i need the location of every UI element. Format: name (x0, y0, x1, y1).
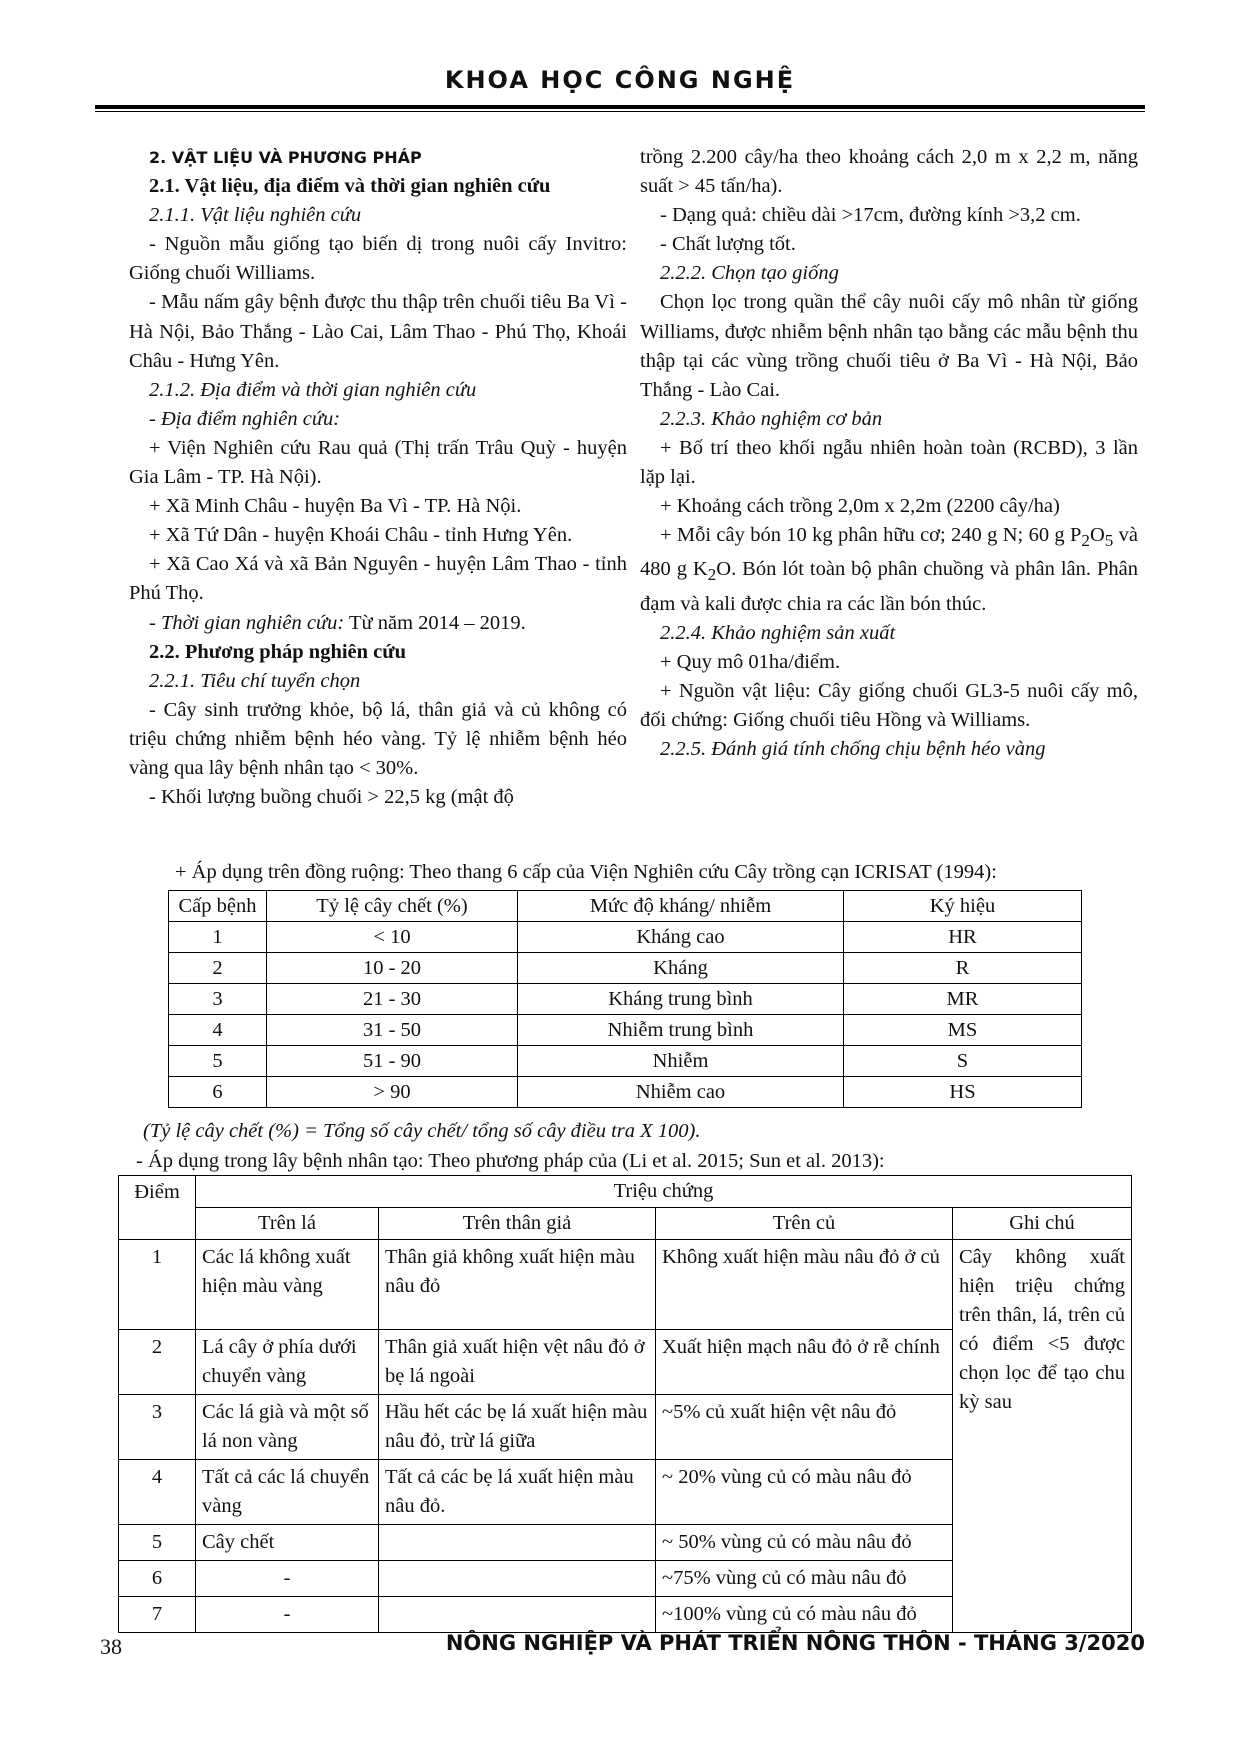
fertilizer-paragraph: + Mỗi cây bón 10 kg phân hữu cơ; 240 g N; 60 g $P_2O_5$ và 480 g $K_2O$. Bón lót toàn bộ phân chuồng và phân lân. Phân đạm và kali được chia ra các lần bón thúc. (640, 524, 1138, 615)
table-row: 1 Các lá không xuất hiện màu vàng Thân giả không xuất hiện màu nâu đỏ Không xuất hiện màu nâu đỏ ở củ Cây không xuất hiện triệu chứng trên thân, lá, trên củ có điểm <5 được chọn lọc để tạo chu kỳ sau (119, 1240, 1132, 1330)
header-rule-thick (95, 105, 1145, 109)
note-cell: Cây không xuất hiện triệu chứng trên thân, lá, trên củ có điểm <5 được chọn lọc để tạo chu kỳ sau (953, 1240, 1132, 1633)
table-header: Điểm (119, 1176, 196, 1240)
journal-footer: NÔNG NGHIỆP VÀ PHÁT TRIỂN NÔNG THÔN - THÁNG 3/2020 (445, 1631, 1145, 1655)
paragraph: - Địa điểm nghiên cứu: (149, 407, 341, 430)
disease-scale-table (168, 890, 1082, 1108)
paragraph: + Xã Minh Châu - huyện Ba Vì - TP. Hà Nội. (149, 495, 522, 518)
subsection-heading: 2.1. Vật liệu, địa điểm và thời gian nghiên cứu (149, 175, 551, 198)
header-rule-thin (95, 111, 1145, 112)
field-intro: + Áp dụng trên đồng ruộng: Theo thang 6 cấp của Viện Nghiên cứu Cây trồng cạn ICRISAT (1994): (175, 861, 997, 883)
table-header: Mức độ kháng/ nhiễm (518, 891, 844, 922)
paragraph: + Khoảng cách trồng 2,0m x 2,2m (2200 cây/ha) (660, 495, 1060, 518)
right-column (640, 143, 1138, 764)
table-header: Cấp bệnh (169, 891, 267, 922)
table-row: 2 10 - 20 Kháng R (169, 953, 1082, 984)
formula-note: (Tỷ lệ cây chết (%) = Tổng số cây chết/ tổng số cây điều tra X 100). (143, 1120, 701, 1142)
inline-text: Từ năm 2014 – 2019. (344, 611, 526, 634)
paragraph (129, 609, 627, 638)
table-row: 1 < 10 Kháng cao HR (169, 922, 1082, 953)
table-row: 3 Các lá già và một số lá non vàng Hầu hết các bẹ lá xuất hiện màu nâu đỏ, trừ lá giữa ~5% củ xuất hiện vệt nâu đỏ (119, 1395, 1132, 1460)
table-row: 4 31 - 50 Nhiễm trung bình MS (169, 1015, 1082, 1046)
paragraph: + Xã Cao Xá và xã Bản Nguyên - huyện Lâm Thao - tỉnh Phú Thọ. (129, 553, 627, 605)
subsubsection-heading: 2.1.2. Địa điểm và thời gian nghiên cứu (149, 378, 477, 401)
table-row: 6 - ~75% vùng củ có màu nâu đỏ (119, 1561, 1132, 1597)
running-header: KHOA HỌC CÔNG NGHỆ (444, 66, 796, 94)
table-header: Triệu chứng (196, 1176, 1132, 1208)
table-header-row (169, 891, 1082, 922)
paragraph: + Viện Nghiên cứu Rau quả (Thị trấn Trâu Quỳ - huyện Gia Lâm - TP. Hà Nội). (129, 436, 627, 489)
table-row: 4 Tất cả các lá chuyển vàng Tất cả các bẹ lá xuất hiện màu nâu đỏ. ~ 20% vùng củ có màu nâu đỏ (119, 1460, 1132, 1525)
paragraph: - Dạng quả: chiều dài >17cm, đường kính >3,2 cm. (660, 204, 1081, 227)
paragraph: + Xã Tứ Dân - huyện Khoái Châu - tỉnh Hưng Yên. (149, 524, 573, 547)
table-row: 7 - ~100% vùng củ có màu nâu đỏ (119, 1597, 1132, 1633)
page-number: 38 (100, 1634, 122, 1659)
subsubsection-heading: 2.2.1. Tiêu chí tuyển chọn (149, 669, 361, 692)
subsubsection-heading: 2.1.1. Vật liệu nghiên cứu (149, 204, 362, 227)
table-row: 5 51 - 90 Nhiễm S (169, 1046, 1082, 1077)
section-heading: 2. VẬT LIỆU VÀ PHƯƠNG PHÁP (149, 148, 422, 167)
table-row: 5 Cây chết ~ 50% vùng củ có màu nâu đỏ (119, 1525, 1132, 1561)
paragraph: - Nguồn mẫu giống tạo biến dị trong nuôi cấy Invitro: Giống chuối Williams. (129, 233, 627, 285)
subsubsection-heading: 2.2.2. Chọn tạo giống (660, 262, 839, 285)
table-header-row (119, 1176, 1132, 1208)
subsubsection-heading: 2.2.4. Khảo nghiệm sản xuất (660, 621, 896, 644)
paragraph: - Chất lượng tốt. (660, 233, 796, 256)
paragraph: - Cây sinh trưởng khỏe, bộ lá, thân giả và củ không có triệu chứng nhiễm bệnh héo vàng. Tỷ lệ nhiễm bệnh héo vàng qua lây bệnh nhân tạo < 30%. (129, 698, 627, 779)
table-subheader-row: Trên lá Trên thân giả Trên củ Ghi chú (119, 1208, 1132, 1240)
paragraph: trồng 2.200 cây/ha theo khoảng cách 2,0 m x 2,2 m, năng suất > 45 tấn/ha). (640, 146, 1138, 198)
table-row: 2 Lá cây ở phía dưới chuyển vàng Thân giả xuất hiện vệt nâu đỏ ở bẹ lá ngoài Xuất hiện mạch nâu đỏ ở rễ chính (119, 1330, 1132, 1395)
inline-label: - Thời gian nghiên cứu: (149, 611, 345, 634)
artificial-intro: - Áp dụng trong lây bệnh nhân tạo: Theo phương pháp của (Li et al. 2015; Sun et al. 2013): (136, 1150, 885, 1172)
table-row: 6 > 90 Nhiễm cao HS (169, 1077, 1082, 1108)
table-header: Ký hiệu (844, 891, 1082, 922)
paragraph: + Nguồn vật liệu: Cây giống chuối GL3-5 nuôi cấy mô, đối chứng: Giống chuối tiêu Hồng và Williams. (640, 679, 1138, 731)
subsubsection-heading: 2.2.5. Đánh giá tính chống chịu bệnh héo vàng (660, 738, 1046, 761)
paragraph: + Quy mô 01ha/điểm. (660, 650, 841, 673)
paragraph: + Bố trí theo khối ngẫu nhiên hoàn toàn (RCBD), 3 lần lặp lại. (640, 436, 1138, 489)
table-header: Tỷ lệ cây chết (%) (267, 891, 518, 922)
table-row: 3 21 - 30 Kháng trung bình MR (169, 984, 1082, 1015)
paragraph: - Mẫu nấm gây bệnh được thu thập trên chuối tiêu Ba Vì - Hà Nội, Bảo Thắng - Lào Cai, Lâm Thao - Phú Thọ, Khoái Châu - Hưng Yên. (129, 291, 627, 372)
subsection-heading: 2.2. Phương pháp nghiên cứu (149, 640, 406, 663)
paragraph: - Khối lượng buồng chuối > 22,5 kg (mật độ (149, 786, 514, 809)
paragraph: Chọn lọc trong quần thể cây nuôi cấy mô nhân từ giống Williams, được nhiễm bệnh nhân tạo bằng các mẫu bệnh thu thập tại các vùng trồng chuối tiêu ở Ba Vì - Hà Nội, Bảo Thắng - Lào Cai. (640, 291, 1138, 401)
symptom-scoring-table (118, 1175, 1132, 1633)
left-column (129, 143, 627, 812)
subsubsection-heading: 2.2.3. Khảo nghiệm cơ bản (660, 407, 883, 430)
